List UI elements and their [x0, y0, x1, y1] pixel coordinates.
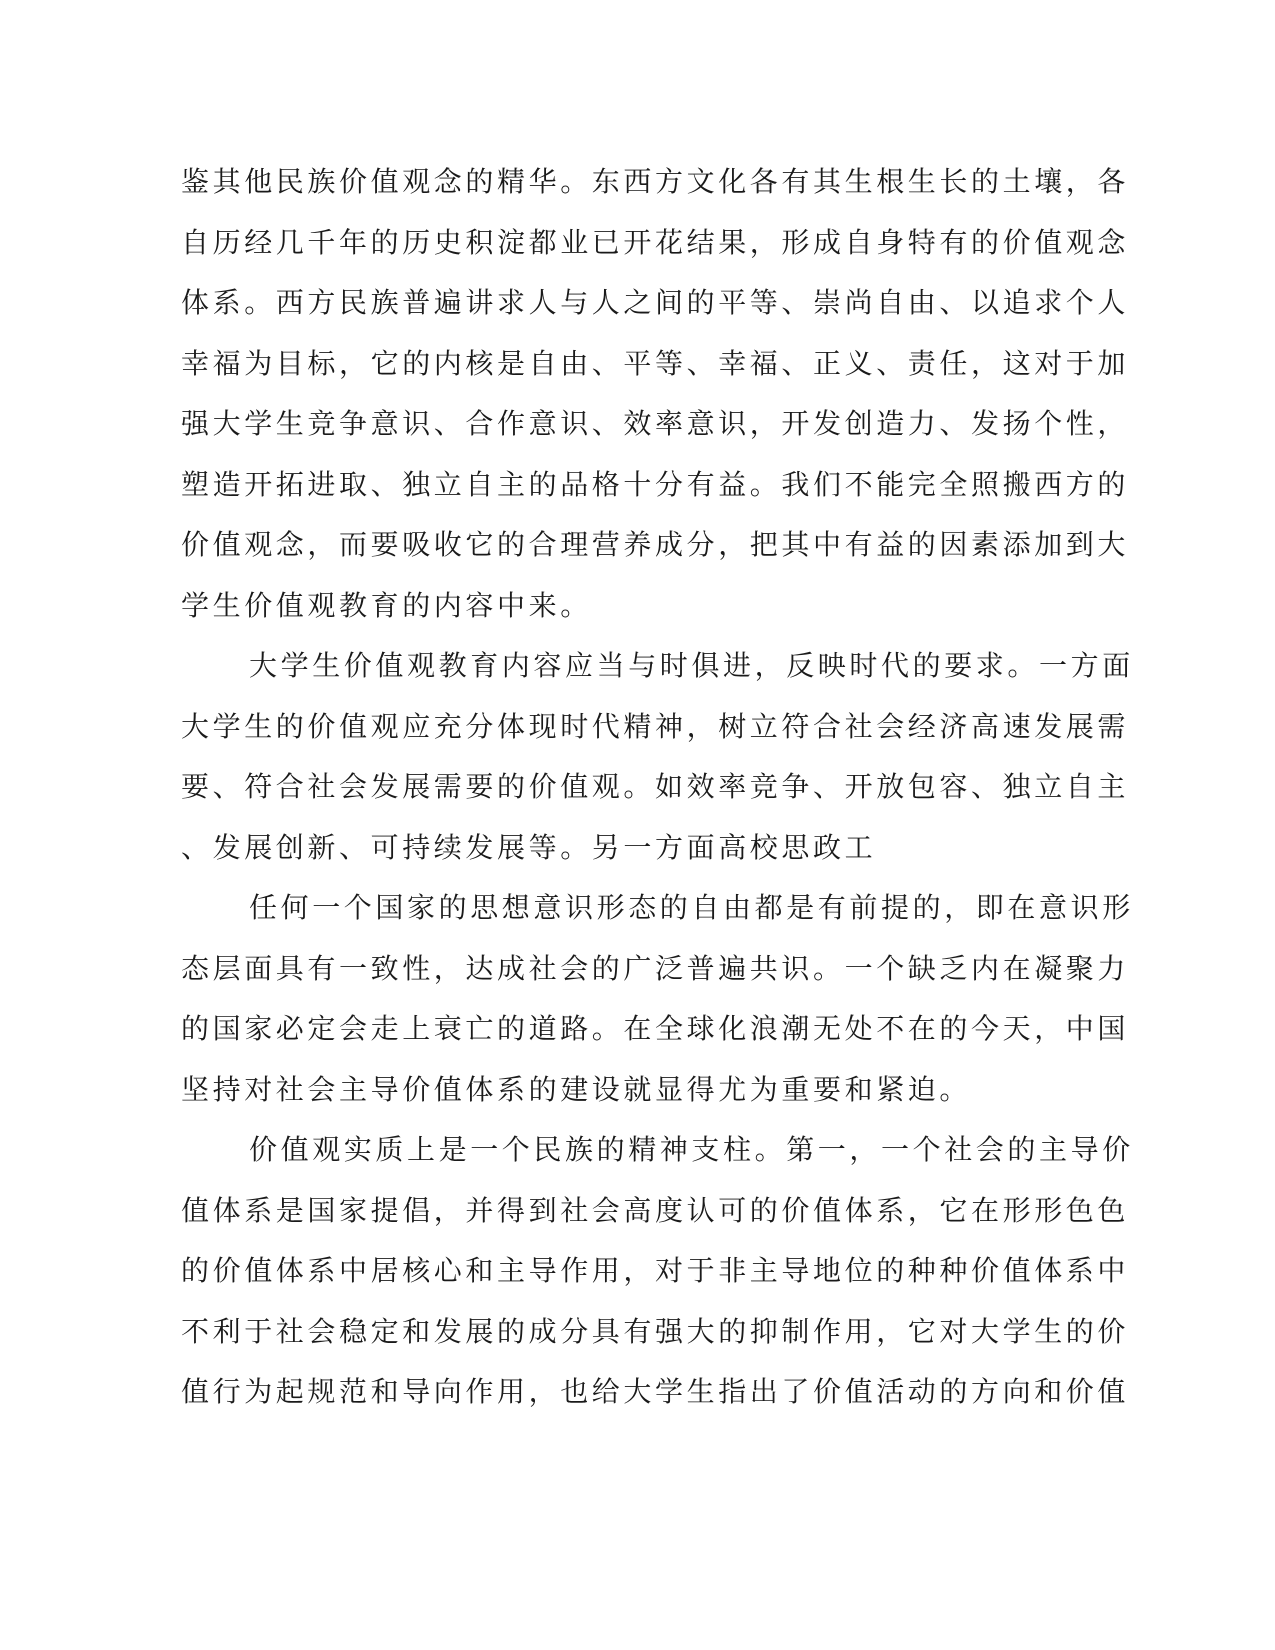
- text-line: 坚持对社会主导价值体系的建设就显得尤为重要和紧迫。: [181, 1072, 972, 1106]
- text-line: 幸福为目标，它的内核是自由、平等、幸福、正义、责任，这对于加: [181, 346, 1130, 380]
- text-line: 体系。西方民族普遍讲求人与人之间的平等、崇尚自由、以追求个人: [181, 286, 1130, 319]
- document-body: [181, 158, 1134, 1429]
- text-line: 不利于社会稳定和发展的成分具有强大的抑制作用，它对大学生的价: [181, 1314, 1130, 1348]
- text-line: 价值观实质上是一个民族的精神支柱。第一，一个社会的主导价: [249, 1133, 1134, 1166]
- text-line: 强大学生竞争意识、合作意识、效率意识，开发创造力、发扬个性，: [181, 407, 1130, 440]
- text-line: 大学生的价值观应充分体现时代精神，树立符合社会经济高速发展需: [181, 709, 1130, 743]
- text-line: 鉴其他民族价值观念的精华。东西方文化各有其生根生长的土壤，各: [181, 165, 1130, 198]
- text-line: 价值观念，而要吸收它的合理营养成分，把其中有益的因素添加到大: [181, 528, 1130, 561]
- text-line: 要、符合社会发展需要的价值观。如效率竞争、开放包容、独立自主: [181, 770, 1130, 803]
- text-line: 塑造开拓进取、独立自主的品格十分有益。我们不能完全照搬西方的: [181, 467, 1130, 501]
- text-line: 任何一个国家的思想意识形态的自由都是有前提的，即在意识形: [249, 891, 1134, 924]
- text-line: 、发展创新、可持续发展等。另一方面高校思政工: [181, 830, 877, 864]
- text-line: 值体系是国家提倡，并得到社会高度认可的价值体系，它在形形色色: [181, 1193, 1130, 1227]
- text-line: 态层面具有一致性，达成社会的广泛普遍共识。一个缺乏内在凝聚力: [181, 951, 1130, 985]
- text-line: 自历经几千年的历史积淀都业已开花结果，形成自身特有的价值观念: [181, 225, 1130, 259]
- text-line: 大学生价值观教育内容应当与时俱进，反映时代的要求。一方面: [249, 649, 1134, 682]
- text-line: 的国家必定会走上衰亡的道路。在全球化浪潮无处不在的今天，中国: [181, 1012, 1130, 1045]
- text-line: 学生价值观教育的内容中来。: [181, 588, 592, 622]
- text-line: 的价值体系中居核心和主导作用，对于非主导地位的种种价值体系中: [181, 1254, 1130, 1287]
- text-line: 值行为起规范和导向作用，也给大学生指出了价值活动的方向和价值: [181, 1375, 1130, 1408]
